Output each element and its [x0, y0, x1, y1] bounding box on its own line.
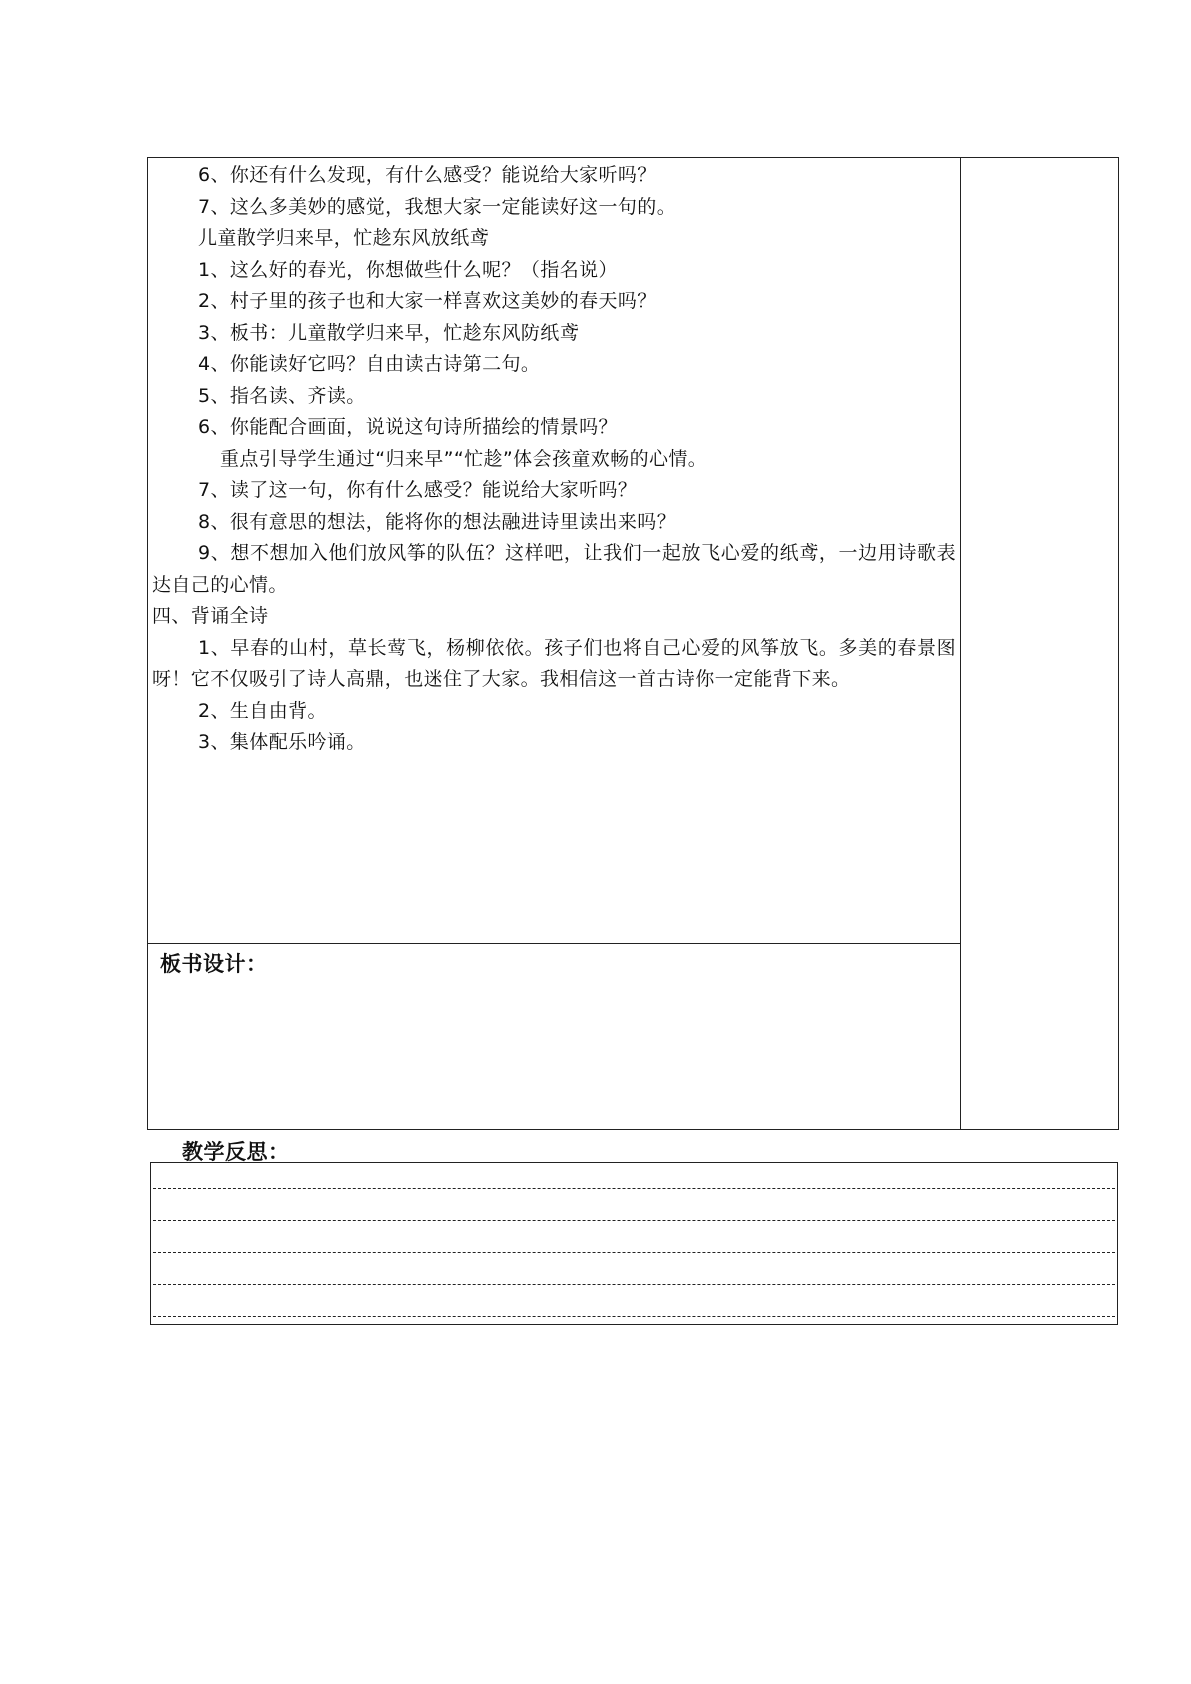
lesson-step: 3、板书：儿童散学归来早，忙趁东风防纸鸢 [198, 321, 580, 344]
lesson-step: 1、这么好的春光，你想做些什么呢？（指名说） [198, 258, 618, 281]
reflection-line [153, 1220, 1115, 1221]
lesson-content [152, 160, 956, 759]
lesson-step: 2、村子里的孩子也和大家一样喜欢这美妙的春天吗？ [198, 290, 657, 312]
reflection-line [153, 1188, 1115, 1189]
lesson-step: 1、早春的山村，草长莺飞，杨柳依依。孩子们也将自己心爱的风筝放飞。多美的春景图呀！它不仅吸引了诗人高鼎，也迷住了大家。我相信这一首古诗你一定能背下来。 [152, 636, 956, 690]
notes-column-border [960, 158, 961, 1129]
lesson-plan-table [147, 157, 1119, 1130]
board-design-label: 板书设计： [160, 952, 268, 976]
lesson-step: 9、想不想加入他们放风筝的队伍？这样吧，让我们一起放飞心爱的纸鸢，一边用诗歌表达自己的心情。 [152, 542, 956, 596]
lesson-note: 重点引导学生通过“归来早”“忙趁”体会孩童欢畅的心情。 [220, 447, 708, 470]
reflection-line [153, 1316, 1115, 1317]
section-heading: 四、背诵全诗 [152, 605, 269, 627]
reflection-line [153, 1252, 1115, 1253]
lesson-step: 8、很有意思的想法，能将你的想法融进诗里读出来吗？ [198, 510, 677, 533]
reflection-box [150, 1162, 1118, 1325]
lesson-step: 2、生自由背。 [198, 699, 327, 722]
reflection-label: 教学反思： [182, 1140, 290, 1164]
row-divider [148, 943, 960, 944]
lesson-step: 3、集体配乐吟诵。 [198, 731, 366, 753]
lesson-step: 7、这么多美妙的感觉，我想大家一定能读好这一句的。 [198, 195, 677, 218]
lesson-step: 6、你还有什么发现，有什么感受？能说给大家听吗？ [198, 164, 657, 186]
lesson-step: 4、你能读好它吗？自由读古诗第二句。 [198, 353, 541, 375]
lesson-step: 7、读了这一句，你有什么感受？能说给大家听吗？ [198, 479, 638, 501]
poem-line: 儿童散学归来早，忙趁东风放纸鸢 [198, 227, 490, 249]
reflection-line [153, 1284, 1115, 1285]
lesson-step: 6、你能配合画面，说说这句诗所描绘的情景吗？ [198, 416, 618, 438]
lesson-step: 5、指名读、齐读。 [198, 384, 366, 407]
